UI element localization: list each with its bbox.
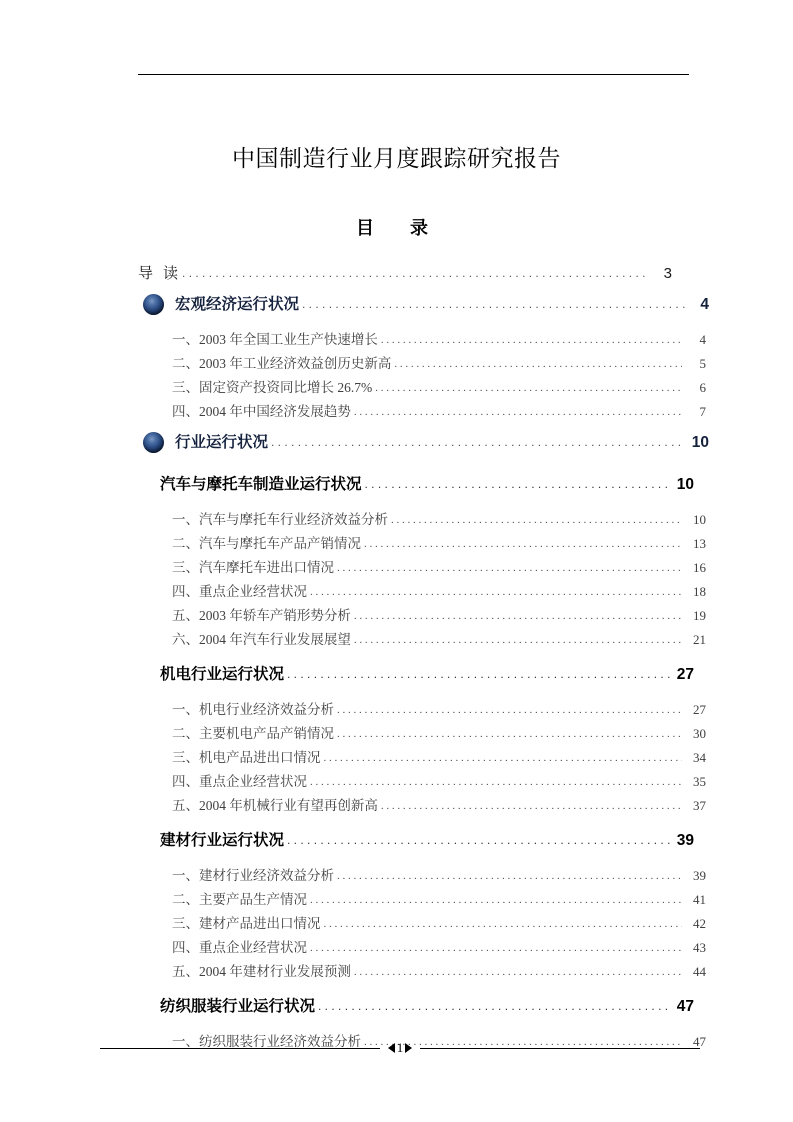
toc-entry-label: 宏观经济运行状况 <box>175 296 300 313</box>
leader-dots <box>364 538 682 550</box>
toc-entry-macro-economy[interactable] <box>138 292 709 328</box>
toc-page-number: 27 <box>693 702 706 717</box>
toc-entry-label: 三、建材产品进出口情况 <box>172 916 321 931</box>
toc-page-number: 4 <box>700 296 709 313</box>
toc-heading: 目 录 <box>356 218 437 238</box>
toc-entry-label: 四、重点企业经营状况 <box>172 584 307 599</box>
leader-dots <box>375 382 682 394</box>
leader-dots <box>354 634 682 646</box>
toc-subentry[interactable] <box>138 936 706 960</box>
toc-page-number: 35 <box>693 774 706 789</box>
toc-subentry[interactable] <box>138 888 706 912</box>
toc-page-number: 7 <box>699 404 706 419</box>
leader-dots <box>310 586 682 598</box>
toc-subentry[interactable] <box>138 722 706 746</box>
leader-dots <box>381 800 682 812</box>
toc-subentry[interactable] <box>138 328 706 352</box>
footer-page-number: 1 <box>396 1040 404 1055</box>
toc-entry-label: 导 读 <box>138 265 180 282</box>
leader-dots <box>391 514 682 526</box>
leader-dots <box>287 833 670 847</box>
toc-page-number: 16 <box>693 560 706 575</box>
toc-page-number: 5 <box>699 356 706 371</box>
toc-entry-label: 汽车与摩托车制造业运行状况 <box>160 476 362 493</box>
toc-subentry[interactable] <box>138 580 706 604</box>
toc-page-number: 43 <box>693 940 706 955</box>
toc-page-number: 30 <box>693 726 706 741</box>
toc-entry-label: 一、纺织服装行业经济效益分析 <box>172 1034 361 1049</box>
toc-entry-label: 一、机电行业经济效益分析 <box>172 702 334 717</box>
toc-entry-label: 五、2004 年建材行业发展预测 <box>172 964 351 979</box>
toc-entry-label: 行业运行状况 <box>175 434 269 451</box>
toc-subentry[interactable] <box>138 400 706 424</box>
toc-entry-label: 二、主要机电产品产销情况 <box>172 726 334 741</box>
leader-dots <box>302 297 685 311</box>
toc-page-number: 27 <box>676 666 694 683</box>
toc-entry-label: 一、汽车与摩托车行业经济效益分析 <box>172 512 388 527</box>
leader-dots <box>324 918 683 930</box>
toc-entry-label: 三、固定资产投资同比增长 26.7% <box>172 380 373 395</box>
blue-sphere-bullet-icon <box>143 432 164 453</box>
leader-dots <box>394 358 682 370</box>
toc-subentry[interactable] <box>138 376 706 400</box>
toc-page-number: 10 <box>693 512 706 527</box>
toc-subentry[interactable] <box>138 556 706 580</box>
leader-dots <box>354 966 682 978</box>
spacer <box>138 984 672 994</box>
blue-sphere-bullet-icon <box>143 294 164 315</box>
toc-subentry[interactable] <box>138 628 706 652</box>
toc-page-number: 39 <box>676 832 694 849</box>
toc-page-number: 47 <box>676 998 694 1015</box>
leader-dots <box>182 266 648 280</box>
leader-dots <box>310 894 682 906</box>
spacer <box>138 652 672 662</box>
toc-entry-label: 四、重点企业经营状况 <box>172 940 307 955</box>
page-footer <box>100 1036 700 1060</box>
leader-dots <box>324 752 683 764</box>
leader-dots <box>337 870 682 882</box>
toc-entry-automotive[interactable] <box>138 472 694 508</box>
toc-page-number: 21 <box>693 632 706 647</box>
toc-entry-label: 纺织服装行业运行状况 <box>160 998 316 1015</box>
toc-subentry[interactable] <box>138 746 706 770</box>
toc-entry-label: 二、汽车与摩托车产品产销情况 <box>172 536 361 551</box>
leader-dots <box>287 667 670 681</box>
toc-subentry[interactable] <box>138 604 706 628</box>
toc-page-number: 39 <box>693 868 706 883</box>
toc-entry-preface[interactable] <box>138 262 672 292</box>
toc-subentry[interactable] <box>138 912 706 936</box>
toc-page-number: 10 <box>676 476 694 493</box>
toc-entry-label: 建材行业运行状况 <box>160 832 285 849</box>
table-of-contents <box>138 262 709 1054</box>
toc-page-number: 47 <box>693 1034 706 1049</box>
toc-page-number: 19 <box>693 608 706 623</box>
toc-subentry[interactable] <box>138 508 706 532</box>
toc-page-number: 6 <box>699 380 706 395</box>
toc-entry-label: 四、2004 年中国经济发展趋势 <box>172 404 351 419</box>
leader-dots <box>318 999 670 1013</box>
toc-entry-label: 三、机电产品进出口情况 <box>172 750 321 765</box>
toc-entry-label: 六、2004 年汽车行业发展展望 <box>172 632 351 647</box>
leader-dots <box>310 942 682 954</box>
leader-dots <box>381 334 682 346</box>
toc-subentry[interactable] <box>138 864 706 888</box>
toc-page-number: 41 <box>693 892 706 907</box>
toc-page-number: 37 <box>693 798 706 813</box>
toc-entry-label: 三、汽车摩托车进出口情况 <box>172 560 334 575</box>
leader-dots <box>310 776 682 788</box>
toc-page-number: 10 <box>691 434 709 451</box>
leader-dots <box>337 728 682 740</box>
toc-entry-label: 二、主要产品生产情况 <box>172 892 307 907</box>
toc-page-number: 4 <box>699 332 706 347</box>
leader-dots <box>354 406 682 418</box>
toc-page-number: 3 <box>663 265 672 282</box>
leader-dots <box>354 610 682 622</box>
toc-page-number: 18 <box>693 584 706 599</box>
toc-entry-label: 二、2003 年工业经济效益创历史新高 <box>172 356 392 371</box>
toc-subentry[interactable] <box>138 960 706 984</box>
toc-subentry[interactable] <box>138 770 706 794</box>
page-title: 中国制造行业月度跟踪研究报告 <box>232 145 561 171</box>
footer-rule-right <box>420 1048 700 1049</box>
toc-entry-industry-operation[interactable] <box>138 430 709 466</box>
toc-entry-label: 四、重点企业经营状况 <box>172 774 307 789</box>
footer-rule-left <box>100 1048 380 1049</box>
leader-dots <box>337 704 682 716</box>
toc-entry-textile-apparel[interactable] <box>138 994 694 1030</box>
toc-page-number: 34 <box>693 750 706 765</box>
toc-subentry[interactable] <box>138 352 706 376</box>
toc-entry-label: 机电行业运行状况 <box>160 666 285 683</box>
toc-page-number: 42 <box>693 916 706 931</box>
spacer <box>138 818 672 828</box>
toc-subentry[interactable] <box>138 532 706 556</box>
leader-dots <box>337 562 682 574</box>
toc-subentry[interactable] <box>138 794 706 818</box>
toc-entry-building-materials[interactable] <box>138 828 694 864</box>
header-rule <box>138 74 689 75</box>
toc-subentry[interactable] <box>138 698 706 722</box>
toc-entry-label: 五、2003 年轿车产销形势分析 <box>172 608 351 623</box>
toc-entry-label: 一、建材行业经济效益分析 <box>172 868 334 883</box>
toc-page-number: 44 <box>693 964 706 979</box>
toc-entry-label: 五、2004 年机械行业有望再创新高 <box>172 798 378 813</box>
leader-dots <box>271 435 685 449</box>
toc-entry-machinery-electronics[interactable] <box>138 662 694 698</box>
left-arrow-icon <box>388 1043 395 1053</box>
toc-page-number: 13 <box>693 536 706 551</box>
right-arrow-icon <box>405 1043 412 1053</box>
toc-entry-label: 一、2003 年全国工业生产快速增长 <box>172 332 378 347</box>
footer-page-indicator <box>388 1040 413 1056</box>
leader-dots <box>365 477 670 491</box>
